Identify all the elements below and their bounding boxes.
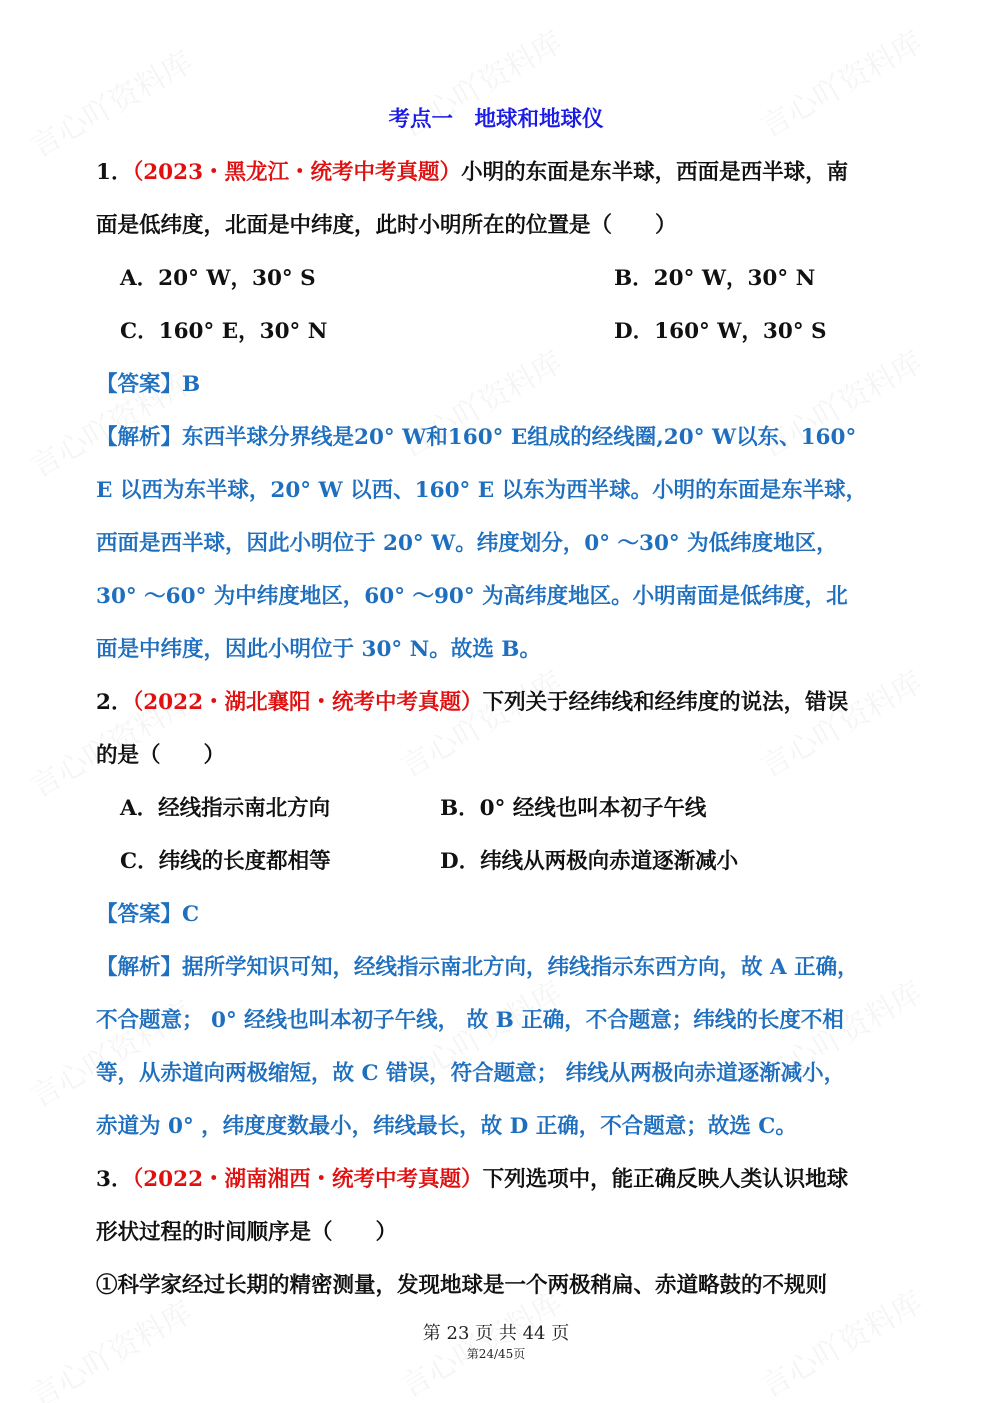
q1-stem-cont: 面是低纬度，北面是中纬度，此时小明所在的位置是（ ） xyxy=(96,213,677,238)
q1-stem: 1．（2023・黑龙江・统考中考真题）小明的东面是东半球，西面是西半球，南 xyxy=(96,160,849,185)
q2-analysis: 等，从赤道向两极缩短，故 C 错误，符合题意； 纬线从两极向赤道逐渐减小， xyxy=(96,1061,846,1086)
q1-option-a: A．20° W，30° S xyxy=(120,266,316,291)
watermark xyxy=(391,658,569,786)
q1-analysis: E 以西为东半球，20° W 以西、160° E 以东为西半球。小明的东面是东半球， xyxy=(96,478,868,503)
q2-option-d: D．纬线从两极向赤道逐渐减小 xyxy=(440,849,739,874)
q1-option-d: D．160° W，30° S xyxy=(614,319,827,344)
q1-analysis: 西面是西半球，因此小明位于 20° W。纬度划分，0° ～30° 为低纬度地区， xyxy=(96,531,838,556)
q2-option-a: A．经线指示南北方向 xyxy=(120,796,331,821)
watermark xyxy=(21,38,199,166)
section-title: 考点一 地球和地球仪 xyxy=(388,107,604,132)
q2-analysis: 【解析】据所学知识可知，经线指示南北方向，纬线指示东西方向，故 A 正确， xyxy=(96,955,859,980)
q2-stem-cont: 的是（ ） xyxy=(96,743,226,768)
q2-option-b: B．0° 经线也叫本初子午线 xyxy=(440,796,707,821)
q2-stem: 2．（2022・湖北襄阳・统考中考真题）下列关于经纬线和经纬度的说法，错误 xyxy=(96,690,849,715)
q1-answer: 【答案】B xyxy=(96,372,201,397)
q2-option-c: C．纬线的长度都相等 xyxy=(120,849,331,874)
q1-analysis: 30° ～60° 为中纬度地区，60° ～90° 为高纬度地区。小明南面是低纬度，北 xyxy=(96,584,848,609)
q3-stem-cont: 形状过程的时间顺序是（ ） xyxy=(96,1220,398,1245)
page-number: 第 23 页 共 44 页 xyxy=(422,1323,570,1344)
page-number-secondary: 第24/45页 xyxy=(466,1347,526,1361)
q3-item-1: ①科学家经过长期的精密测量，发现地球是一个两极稍扁、赤道略鼓的不规则 xyxy=(96,1273,828,1298)
q3-stem: 3．（2022・湖南湘西・统考中考真题）下列选项中，能正确反映人类认识地球 xyxy=(96,1167,849,1192)
q1-analysis: 面是中纬度，因此小明位于 30° N。故选 B。 xyxy=(96,637,541,662)
watermark xyxy=(751,658,929,786)
q1-option-c: C．160° E，30° N xyxy=(120,319,328,344)
q2-analysis: 不合题意； 0° 经线也叫本初子午线， 故 B 正确，不合题意；纬线的长度不相 xyxy=(96,1008,844,1033)
q1-analysis: 【解析】东西半球分界线是20° W和160° E组成的经线圈,20° W以东、160° xyxy=(96,425,857,450)
q1-option-b: B．20° W，30° N xyxy=(614,266,816,291)
q2-analysis: 赤道为 0° ，纬度度数最小，纬线最长，故 D 正确，不合题意；故选 C。 xyxy=(96,1114,797,1139)
q2-answer: 【答案】C xyxy=(96,902,200,927)
